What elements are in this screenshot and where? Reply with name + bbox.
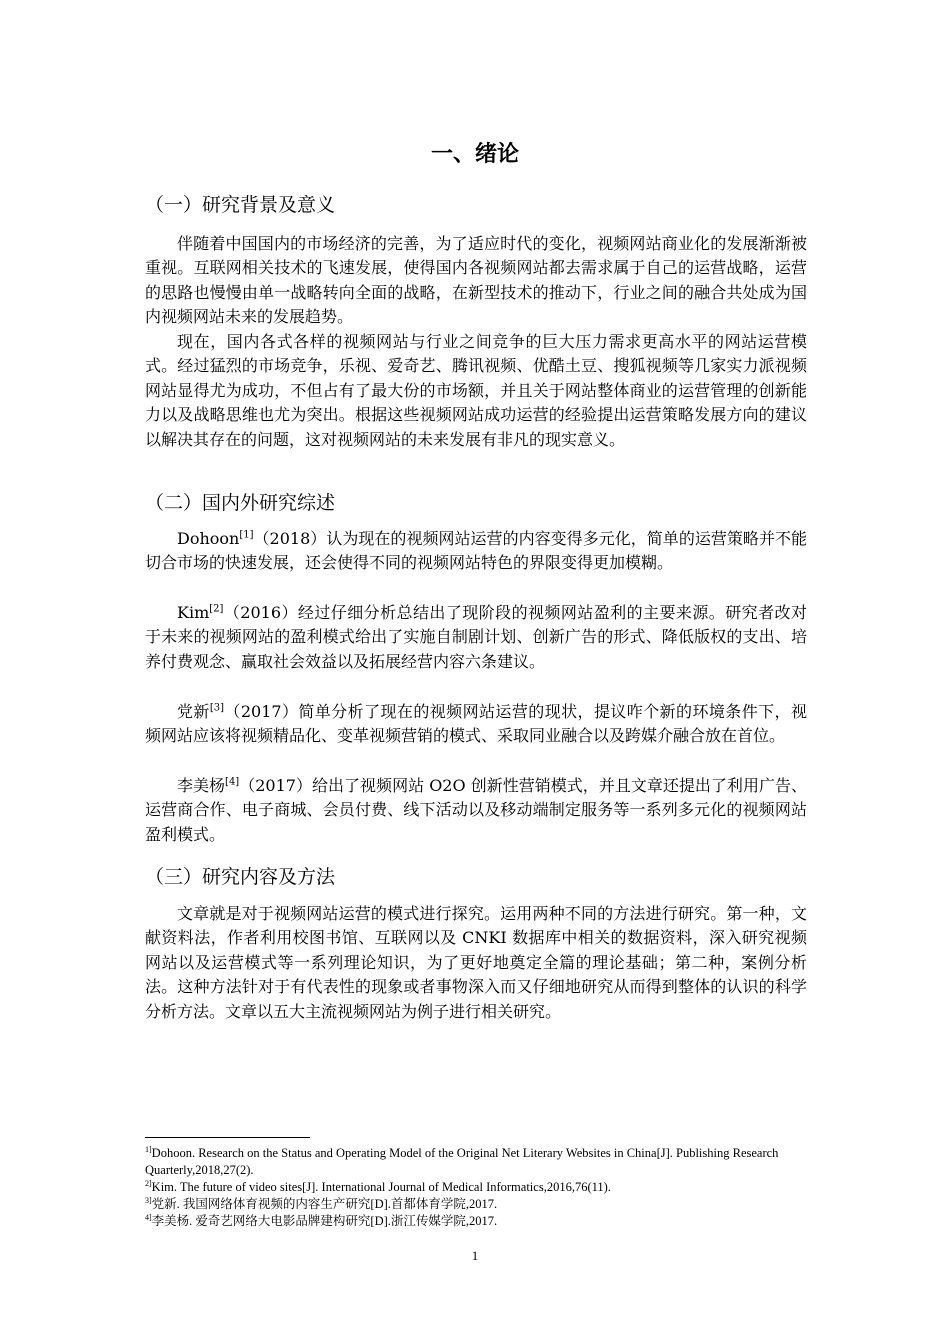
footnote-text: 李美杨. 爱奇艺网络大电影品牌建构研究[D].浙江传媒学院,2017. xyxy=(151,1214,498,1228)
paragraph-text: （2016）经过仔细分析总结出了现阶段的视频网站盈利的主要来源。研究者改对于未来的视频网站的盈利模式给出了实施自制剧计划、创新广告的形式、降低版权的支出、培养付费观念、赢取社会效益以及拓展经营内容六条建议。 xyxy=(145,603,807,671)
author-name: Dohoon xyxy=(177,529,240,548)
footnote-list xyxy=(145,1145,785,1230)
paragraph-review-limeiyang xyxy=(145,774,807,847)
paragraph-text: （2017）简单分析了现在的视频网站运营的现状，提议咋个新的环境条件下，视频网站应该将视频精品化、变革视频营销的模式、采取同业融合以及跨媒介融合放在首位。 xyxy=(145,702,807,746)
paragraph-background-1: 伴随着中国国内的市场经济的完善，为了适应时代的变化，视频网站商业化的发展渐渐被重视。互联网相关技术的飞速发展，使得国内各视频网站都去需求属于自己的运营战略，运营的思路也慢慢由单一战略转向全面的战略，在新型技术的推动下，行业之间的融合共处成为国内视频网站未来的发展趋势。 xyxy=(145,234,807,327)
page-number: 1 xyxy=(471,1248,479,1263)
footnote-text: Kim. The future of video sites[J]. International Journal of Medical Informatics,2016,76(11). xyxy=(151,1180,611,1194)
paragraph-methods: 文章就是对于视频网站运营的模式进行探究。运用两种不同的方法进行研究。第一种，文献资料法，作者利用校图书馆、互联网以及 CNKI 数据库中相关的数据资料，深入研究视频网站以及运营模式等一系列理论知识，为了更好地奠定全篇的理论基础；第二种，案例分析法。这种方法针对于有代表性的现象或者事物深入而又仔细地研究从而得到整体的认识的科学分析方法。文章以五大主流视频网站为例子进行相关研究。 xyxy=(145,904,807,1021)
section-heading-review: （二）国内外研究综述 xyxy=(145,492,336,514)
paragraph-text: （2018）认为现在的视频网站运营的内容变得多元化，简单的运营策略并不能切合市场的快速发展，还会使得不同的视频网站特色的界限变得更加模糊。 xyxy=(145,529,807,573)
footnote-mark: 3] xyxy=(145,1195,152,1205)
footnote-item xyxy=(145,1145,785,1179)
footnote-mark: 1] xyxy=(145,1144,152,1154)
footnote-mark: 4] xyxy=(145,1212,152,1222)
paragraph-text: （2017）给出了视频网站 O2O 创新性营销模式，并且文章还提出了利用广告、运营商合作、电子商城、会员付费、线下活动以及移动端制定服务等一系列多元化的视频网站盈利模式。 xyxy=(145,776,807,844)
footnote-item xyxy=(145,1213,785,1230)
citation-ref: [1] xyxy=(239,529,254,541)
citation-ref: [3] xyxy=(209,702,225,714)
author-name: Kim xyxy=(177,603,210,622)
paragraph-review-kim xyxy=(145,601,807,674)
paragraph-background-2: 现在，国内各式各样的视频网站与行业之间竞争的巨大压力需求更高水平的网站运营模式。经过猛烈的市场竞争，乐视、爱奇艺、腾讯视频、优酷土豆、搜狐视频等几家实力派视频网站显得尤为成功，不但占有了最大份的市场额，并且关于网站整体商业的运营管理的创新能力以及战略思维也尤为突出。根据这些视频网站成功运营的经验提出运营策略发展方向的建议以解决其存在的问题，这对视频网站的未来发展有非凡的现实意义。 xyxy=(145,332,807,449)
author-name: 李美杨 xyxy=(177,776,226,795)
footnote-separator xyxy=(145,1137,310,1138)
footnote-text: 党新. 我国网络体育视频的内容生产研究[D].首都体育学院,2017. xyxy=(151,1197,498,1211)
paragraph-review-dangxin xyxy=(145,700,807,749)
footnote-item xyxy=(145,1179,785,1196)
citation-ref: [4] xyxy=(225,776,240,788)
footnote-mark: 2] xyxy=(145,1178,152,1188)
section-heading-background: （一）研究背景及意义 xyxy=(145,194,336,216)
paragraph-review-dohoon xyxy=(145,527,807,576)
author-name: 党新 xyxy=(177,702,210,721)
section-heading-methods: （三）研究内容及方法 xyxy=(145,866,336,888)
footnote-text: Dohoon. Research on the Status and Operating Model of the Original Net Literary Websites in China[J]. Publishing Research Quarterly,2018,27(2). xyxy=(145,1146,779,1177)
footnote-item xyxy=(145,1196,785,1213)
chapter-title: 一、绪论 xyxy=(430,142,519,167)
citation-ref: [2] xyxy=(209,603,224,615)
